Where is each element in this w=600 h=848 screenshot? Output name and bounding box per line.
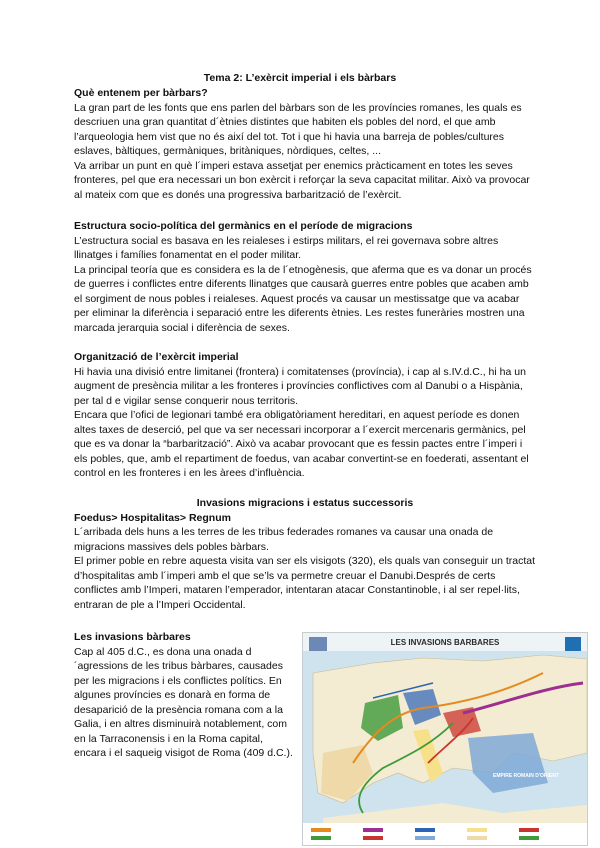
section-barbarians <box>74 86 536 202</box>
map-title: LES INVASIONS BARBARES <box>390 638 500 647</box>
section-heading: Les invasions bàrbares <box>74 631 191 643</box>
legend-swatch <box>363 828 383 832</box>
section-imperial-army <box>74 350 536 481</box>
paragraph: Hi havia una divisió entre limitanei (frontera) i comitatenses (província), i cap al s.IV.d.C., hi ha un augment de presència militar a les fronteres i províncies conflictives com al Danubi o a Hispània, per tal d e vigilar sense conquerir nous territoris. <box>74 365 526 407</box>
legend-swatch <box>311 828 331 832</box>
section-heading: Organització de l’exèrcit imperial <box>74 351 239 363</box>
paragraph: L’estructura social es basava en les reialeses i estirps militars, el rei governava sobre altres llinatges i famílies fonamentat en el poder militar. <box>74 234 499 261</box>
legend-swatch <box>519 828 539 832</box>
map-illustration <box>303 633 587 845</box>
paragraph: La gran part de les fonts que ens parlen del bàrbars son de les províncies romanes, les quals es descriuen una gran quantitat d´ètnies distintes que habiten els pobles del nord, el que amb l’arqueologia hem vist que no és així del tot. Tot i que hi havia una barreja de pobles/cultures eslaves, bàltiques, germàniques, britàniques, nòrdiques, celtes, ... <box>74 101 522 157</box>
invasions-map-figure <box>302 632 588 846</box>
section-sociopolitical <box>74 219 536 335</box>
paragraph: Encara que l’ofici de legionari també era obligatòriament hereditari, en aquest període es donen altes taxes de deserció, pel que va ser necessari incorporar a l´exercit mercenaris germànics, pel que es va donar la “barbarització”. Això va acabar provocant que es fessin pactes entre l´imperi i els pobles, que, amb el repartiment de foedus, van acabar convertint-se en foederati, assentant el control en les fronteres i en les àrees d’influència. <box>74 409 529 479</box>
paragraph: L´arribada dels huns a les terres de les tribus federades romanes va causar una onada de migracions massives dels pobles bàrbars. <box>74 526 494 553</box>
legend-swatch <box>467 836 487 840</box>
paragraph: La principal teoría que es considera es la de l´etnogènesis, que aferma que es va donar un procés de guerres i conflictes entre diferents llinatges que causarà guerres entre pobles que acaben amb el sorgiment de nous pobles i reialeses. Aquest procés va causar un mestissatge que va acabar per eliminar la diferència i separació entre les diferents ètnies. Les restes funeràries mostren una marcada jerarquia social i diferència de sexes. <box>74 263 532 334</box>
document-title: Tema 2: L’exèrcit imperial i els bàrbars <box>203 72 397 84</box>
section-heading: Estructura socio-política del germànics en el període de migracions <box>74 220 413 232</box>
paragraph: Va arribar un punt en què l´imperi estava assetjat per enemics pràcticament en totes les seves fronteres, pel que era necessari un bon exèrcit i reforçar la seva capacitat militar. Això va provocar al mateix com que es donés una progressiva barbarització de l’exèrcit. <box>74 159 530 201</box>
legend-swatch <box>519 836 539 840</box>
section-subheading: Foedus> Hospitalitas> Regnum <box>74 511 231 524</box>
section-barbarian-invasions <box>74 630 296 761</box>
section-heading: Què entenem per bàrbars? <box>74 87 208 99</box>
map-legend <box>303 823 587 845</box>
legend-swatch <box>415 828 435 832</box>
legend-swatch <box>467 828 487 832</box>
paragraph: Cap al 405 d.C., es dona una onada d´agressions de les tribus bàrbares, causades per les migracions i els conflictes polítics. En algunes províncies es donarà en forma de desaparició de la presència romana com a la Galia, i en altres disminuirà notablement, com en la Tarraconensis i en la Roma capital, encara i el saqueig visigot de Roma (409 d.C.). <box>74 645 293 759</box>
map-label-eastern-empire: EMPIRE ROMAIN D'ORIENT <box>493 773 559 779</box>
legend-swatch <box>415 836 435 840</box>
paragraph: El primer poble en rebre aquesta visita van ser els visigots (320), els quals van conseguir un tractat d’hospitalitas amb l´imperi amb el que se’ls va permetre creuar el Danubi.Després de certs conflictes amb l’Imperi, mataren l’emperador, intentaran atacar Constantinoble, i al ser repel·lits, entraran de ple a l’Imperi Occidental. <box>74 555 536 611</box>
legend-swatch <box>311 836 331 840</box>
legend-swatch <box>363 836 383 840</box>
section-invasions-migrations <box>74 496 536 612</box>
section-heading: Invasions migracions i estatus successoris <box>196 497 414 509</box>
